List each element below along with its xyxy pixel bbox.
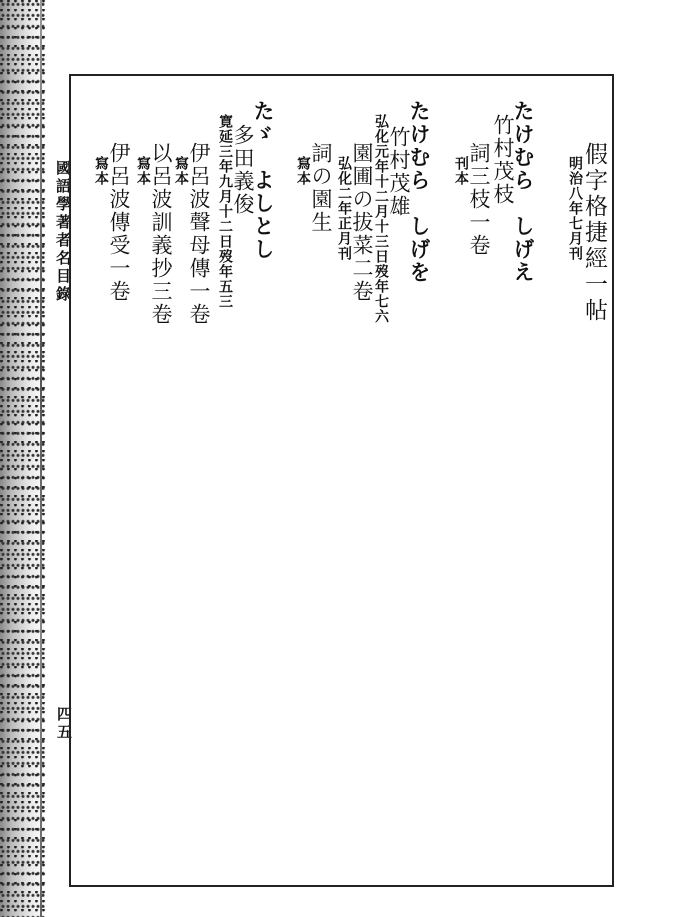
author-name: 竹村茂枝 bbox=[491, 114, 515, 206]
author-name: 多田義俊 bbox=[231, 124, 255, 216]
author-name: 竹村茂雄 bbox=[387, 126, 411, 218]
publication-note: 寫本 bbox=[135, 156, 151, 186]
binding-edge bbox=[40, 0, 42, 917]
author-column bbox=[374, 100, 430, 324]
entry-column bbox=[174, 142, 209, 326]
entry-column bbox=[94, 142, 129, 303]
publication-note: 刊本 bbox=[453, 156, 469, 186]
publication-note: 弘化二年正月刊 bbox=[336, 156, 352, 261]
author-column bbox=[492, 100, 534, 284]
publication-note: 明治八年七月刊 bbox=[567, 156, 583, 261]
book-title: 假字格捷經一帖 bbox=[581, 142, 607, 324]
author-reading: たけむら しげを bbox=[407, 100, 432, 284]
book-title: 園圃の拔菜二卷 bbox=[350, 142, 374, 303]
publication-note: 寫本 bbox=[295, 156, 311, 186]
page-number: 四五 bbox=[55, 706, 73, 742]
entry-column bbox=[296, 142, 331, 234]
author-reading: たゞ よしとし bbox=[251, 100, 276, 261]
entry-column bbox=[337, 142, 372, 303]
text-frame bbox=[69, 74, 614, 887]
death-date: 弘化元年十二月十三日歿年七六 bbox=[373, 114, 389, 324]
book-title: 以呂波訓義抄三卷 bbox=[149, 142, 173, 326]
entry-column bbox=[136, 142, 171, 326]
entry-column bbox=[568, 142, 605, 324]
publication-note: 寫本 bbox=[173, 156, 189, 186]
book-title: 伊呂波聲母傳一卷 bbox=[187, 142, 211, 326]
book-title: 伊呂波傳受一卷 bbox=[107, 142, 131, 303]
publication-note: 寫本 bbox=[93, 156, 109, 186]
book-title: 詞三枝一卷 bbox=[467, 142, 491, 257]
author-reading: たけむら しげえ bbox=[511, 100, 536, 284]
entry-column bbox=[454, 142, 489, 257]
running-title: 國語學著者名目錄 bbox=[54, 160, 72, 304]
author-column bbox=[218, 100, 274, 309]
book-title: 詞の園生 bbox=[309, 142, 333, 234]
death-date: 寛延三年九月十二日歿年五三 bbox=[217, 114, 233, 309]
